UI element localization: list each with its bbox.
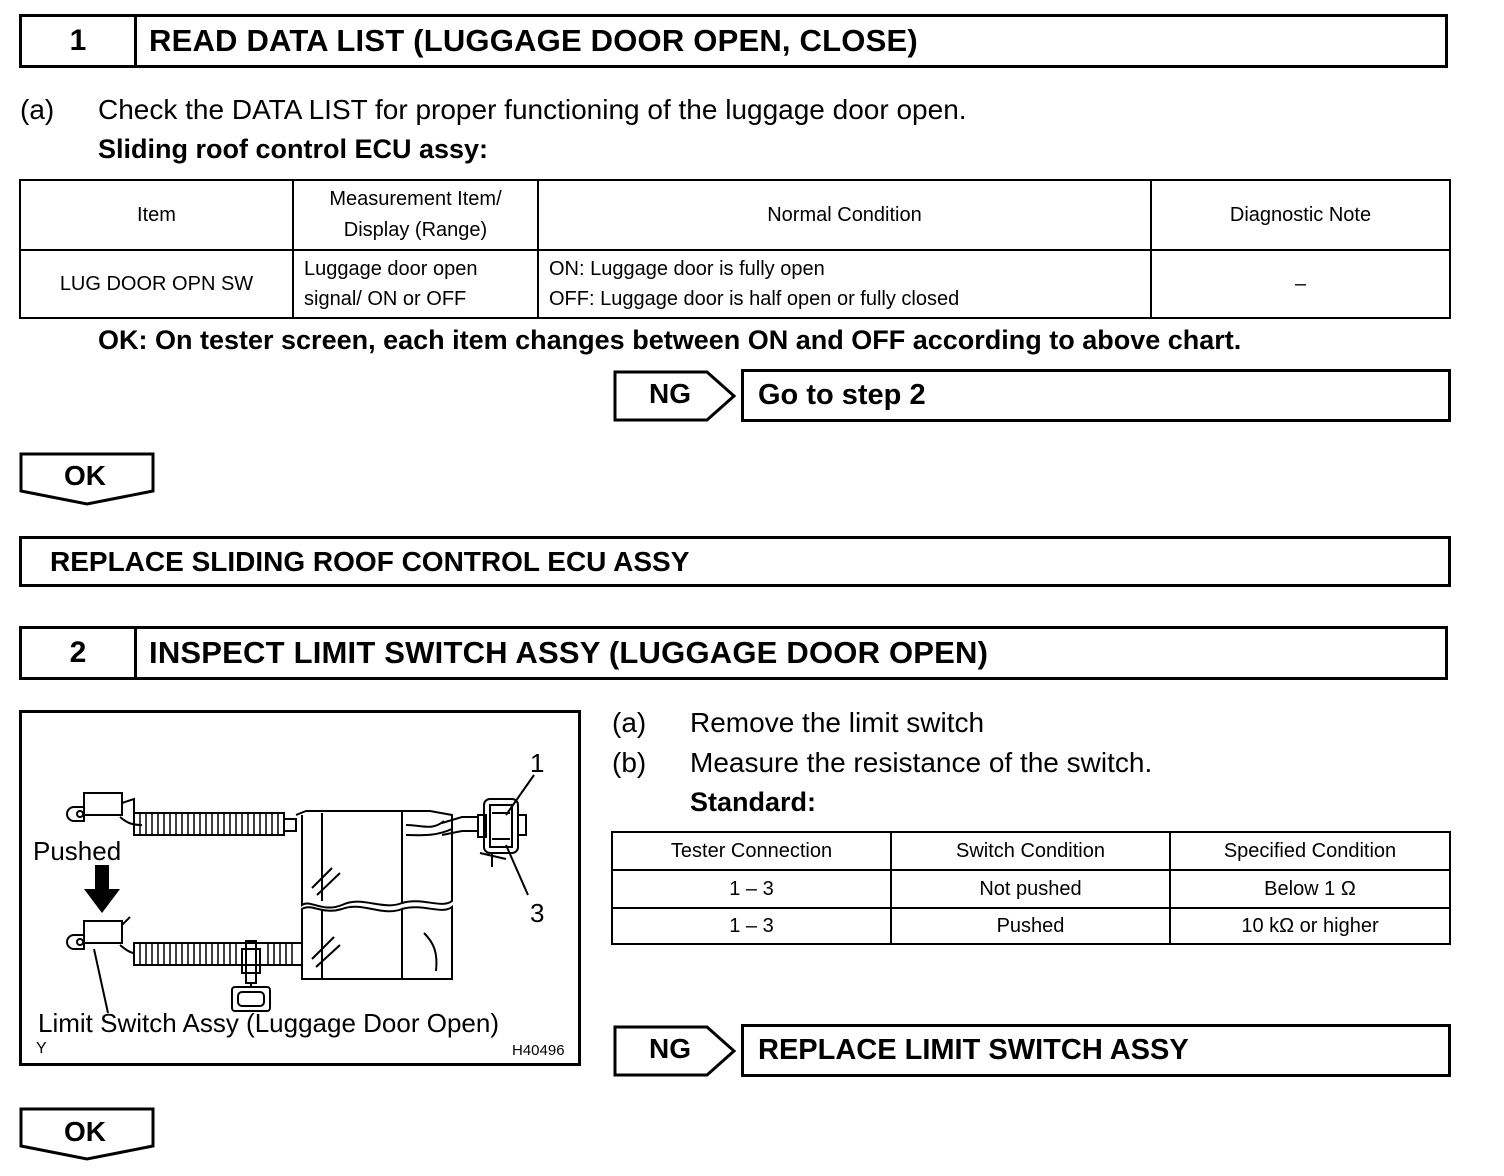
table-header-item: Item	[20, 180, 293, 250]
table-cell: 1 – 3	[612, 870, 891, 908]
instruction-text: Measure the resistance of the switch.	[690, 747, 1153, 778]
table-row	[612, 908, 1450, 944]
table-row	[20, 250, 1450, 318]
figure-id: H40496	[512, 1042, 565, 1059]
table-header-measurement	[293, 180, 538, 250]
table-cell-diagnostic-note: –	[1151, 250, 1450, 318]
step-title: INSPECT LIMIT SWITCH ASSY (LUGGAGE DOOR OPEN)	[149, 635, 989, 670]
data-list-table	[19, 179, 1451, 319]
cell-line: signal/ ON or OFF	[304, 288, 467, 310]
ecu-label: Sliding roof control ECU assy:	[98, 134, 489, 164]
cell-line: OFF: Luggage door is half open or fully closed	[549, 288, 960, 310]
figure-corner-mark: Y	[36, 1040, 47, 1057]
figure-label-pushed: Pushed	[33, 836, 122, 866]
resistance-table	[611, 831, 1451, 945]
sub-item-marker: (b)	[612, 747, 647, 778]
header-line: Measurement Item/	[329, 188, 502, 210]
step-2-header	[19, 626, 1448, 680]
table-cell-item: LUG DOOR OPN SW	[20, 250, 293, 318]
step-number: 2	[22, 629, 137, 677]
table-header: Specified Condition	[1170, 832, 1450, 870]
ng-label: NG	[649, 1033, 691, 1064]
figure-caption: Limit Switch Assy (Luggage Door Open)	[38, 1008, 499, 1038]
step-1-header	[19, 14, 1448, 68]
action-box	[19, 536, 1451, 587]
table-cell-normal-condition	[538, 250, 1151, 318]
cell-line: ON: Luggage door is fully open	[549, 258, 825, 280]
table-header: Tester Connection	[612, 832, 891, 870]
ng-result-text: Go to step 2	[758, 379, 926, 411]
table-cell: Below 1 Ω	[1170, 870, 1450, 908]
ng-result-box	[741, 1024, 1451, 1077]
sub-item-marker: (a)	[612, 707, 647, 738]
ng-label: NG	[649, 378, 691, 409]
sub-item-marker: (a)	[20, 94, 55, 125]
ng-result-box	[741, 369, 1451, 422]
cell-line: Luggage door open	[304, 258, 478, 280]
table-header-diagnostic-note: Diagnostic Note	[1151, 180, 1450, 250]
step-title: READ DATA LIST (LUGGAGE DOOR OPEN, CLOSE)	[149, 23, 918, 58]
ok-label: OK	[64, 1116, 106, 1147]
table-cell: Not pushed	[891, 870, 1170, 908]
table-row	[612, 870, 1450, 908]
table-cell-measurement	[293, 250, 538, 318]
table-cell: 1 – 3	[612, 908, 891, 944]
figure-label-pin-3: 3	[530, 898, 545, 928]
action-text: REPLACE SLIDING ROOF CONTROL ECU ASSY	[50, 545, 690, 577]
table-header-normal-condition: Normal Condition	[538, 180, 1151, 250]
table-cell: 10 kΩ or higher	[1170, 908, 1450, 944]
header-line: Display (Range)	[343, 219, 488, 241]
table-header: Switch Condition	[891, 832, 1170, 870]
ok-label: OK	[64, 460, 106, 491]
instruction-text: Remove the limit switch	[690, 707, 985, 738]
standard-label: Standard:	[690, 787, 817, 817]
ok-statement: OK: On tester screen, each item changes between ON and OFF according to above chart.	[98, 325, 1242, 355]
table-cell: Pushed	[891, 908, 1170, 944]
step-number: 1	[22, 17, 137, 65]
figure-label-pin-1: 1	[530, 748, 545, 778]
instruction-text: Check the DATA LIST for proper functioning of the luggage door open.	[98, 94, 967, 125]
ng-result-text: REPLACE LIMIT SWITCH ASSY	[758, 1034, 1189, 1066]
